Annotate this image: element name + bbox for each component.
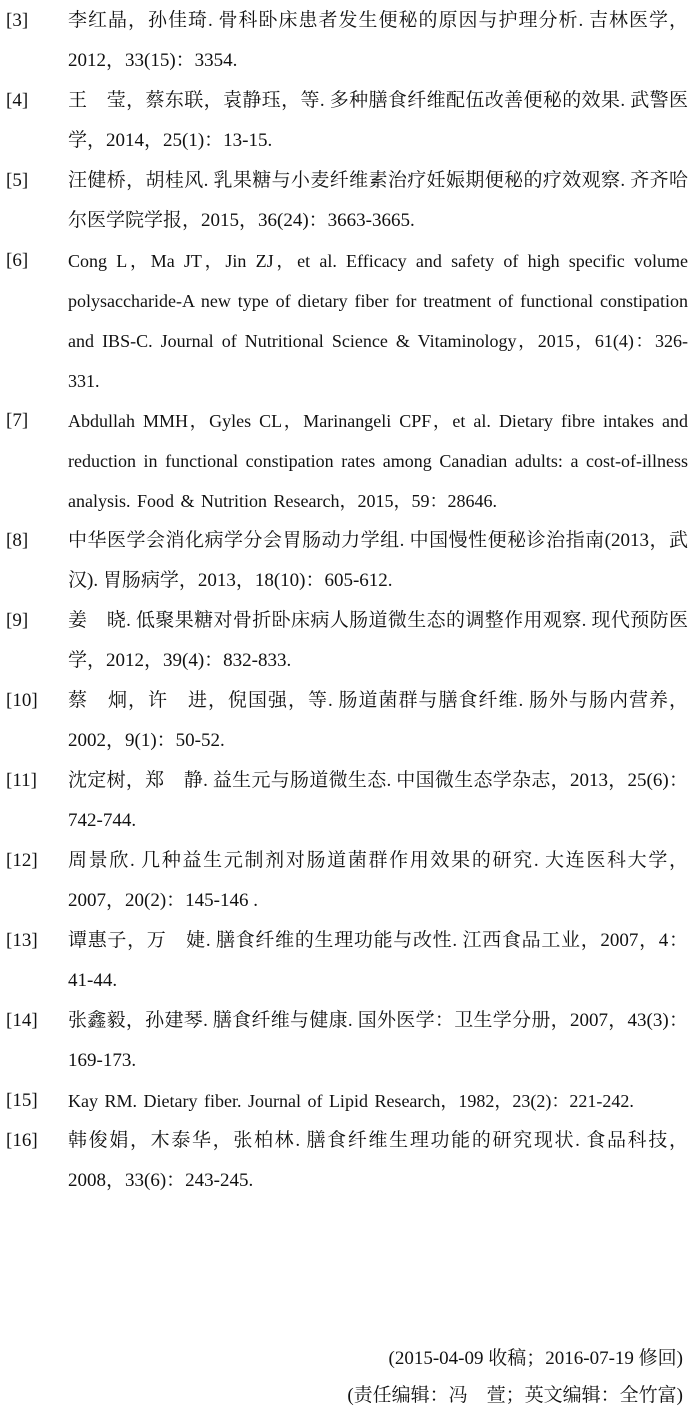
reference-number: [9] [6,610,29,631]
reference-number: [4] [6,90,29,111]
reference-number: [11] [6,770,37,791]
reference-item [0,761,693,841]
reference-item [0,401,693,521]
reference-text: 蔡 炯，许 进，倪国强，等. 肠道菌群与膳食纤维. 肠外与肠内营养，2002，9(1)：50-52. [68,690,688,751]
reference-number: [5] [6,170,29,191]
reference-item [0,1,693,81]
reference-text: 谭惠子，万 婕. 膳食纤维的生理功能与改性. 江西食品工业，2007，4：41-44. [68,930,688,991]
reference-text: 张鑫毅，孙建琴. 膳食纤维与健康. 国外医学：卫生学分册，2007，43(3)：169-173. [68,1010,688,1071]
reference-number: [14] [6,1010,38,1031]
reference-text: 王 莹，蔡东联，袁静珏，等. 多种膳食纤维配伍改善便秘的效果. 武警医学，2014，25(1)：13-15. [68,90,688,151]
reference-item [0,161,693,241]
reference-number: [7] [6,410,29,431]
reference-text: Cong L，Ma JT，Jin ZJ，et al. Efficacy and safety of high specific volume polysaccharide-A new type of dietary fiber for treatment of functional constipation and IBS-C. Journal of Nutritional Science & Vitaminology，2015，61(4)：326-331. [68,251,688,391]
received-revised-dates: (2015-04-09 收稿；2016-07-19 修回) [388,1348,683,1369]
reference-item [0,841,693,921]
reference-number: [15] [6,1090,38,1111]
reference-number: [10] [6,690,38,711]
reference-text: 汪健桥，胡桂风. 乳果糖与小麦纤维素治疗妊娠期便秘的疗效观察. 齐齐哈尔医学院学报，2015，36(24)：3663-3665. [68,170,688,231]
reference-text: 沈定树，郑 静. 益生元与肠道微生态. 中国微生态学杂志，2013，25(6)：742-744. [68,770,688,831]
reference-item [0,1121,693,1201]
reference-text: Abdullah MMH，Gyles CL，Marinangeli CPF，et al. Dietary fibre intakes and reduction in functional constipation rates among Canadian adults: a cost-of-illness analysis. Food & Nutrition Research，2015，59：28646. [68,411,688,511]
reference-text: 李红晶，孙佳琦. 骨科卧床患者发生便秘的原因与护理分析. 吉林医学，2012，33(15)：3354. [68,10,688,71]
reference-number: [6] [6,250,29,271]
reference-item [0,681,693,761]
reference-item [0,921,693,1001]
reference-number: [8] [6,530,29,551]
reference-text: 中华医学会消化病学分会胃肠动力学组. 中国慢性便秘诊治指南(2013，武汉). 胃肠病学，2013，18(10)：605-612. [68,530,688,591]
reference-item [0,241,693,401]
reference-number: [13] [6,930,38,951]
reference-number: [16] [6,1130,38,1151]
reference-text: 周景欣. 几种益生元制剂对肠道菌群作用效果的研究. 大连医科大学，2007，20(2)：145-146 . [68,850,688,911]
reference-item [0,1001,693,1081]
reference-item [0,81,693,161]
reference-number: [12] [6,850,38,871]
reference-text: Kay RM. Dietary fiber. Journal of Lipid Research，1982，23(2)：221-242. [68,1091,634,1111]
reference-text: 姜 晓. 低聚果糖对骨折卧床病人肠道微生态的调整作用观察. 现代预防医学，2012，39(4)：832-833. [68,610,688,671]
reference-item [0,1081,693,1121]
reference-number: [3] [6,10,29,31]
reference-item [0,521,693,601]
reference-item [0,601,693,681]
reference-text: 韩俊娟，木泰华，张柏林. 膳食纤维生理功能的研究现状. 食品科技，2008，33(6)：243-245. [68,1130,688,1191]
editor-credits: (责任编辑：冯 萱；英文编辑：全竹富) [347,1385,683,1406]
